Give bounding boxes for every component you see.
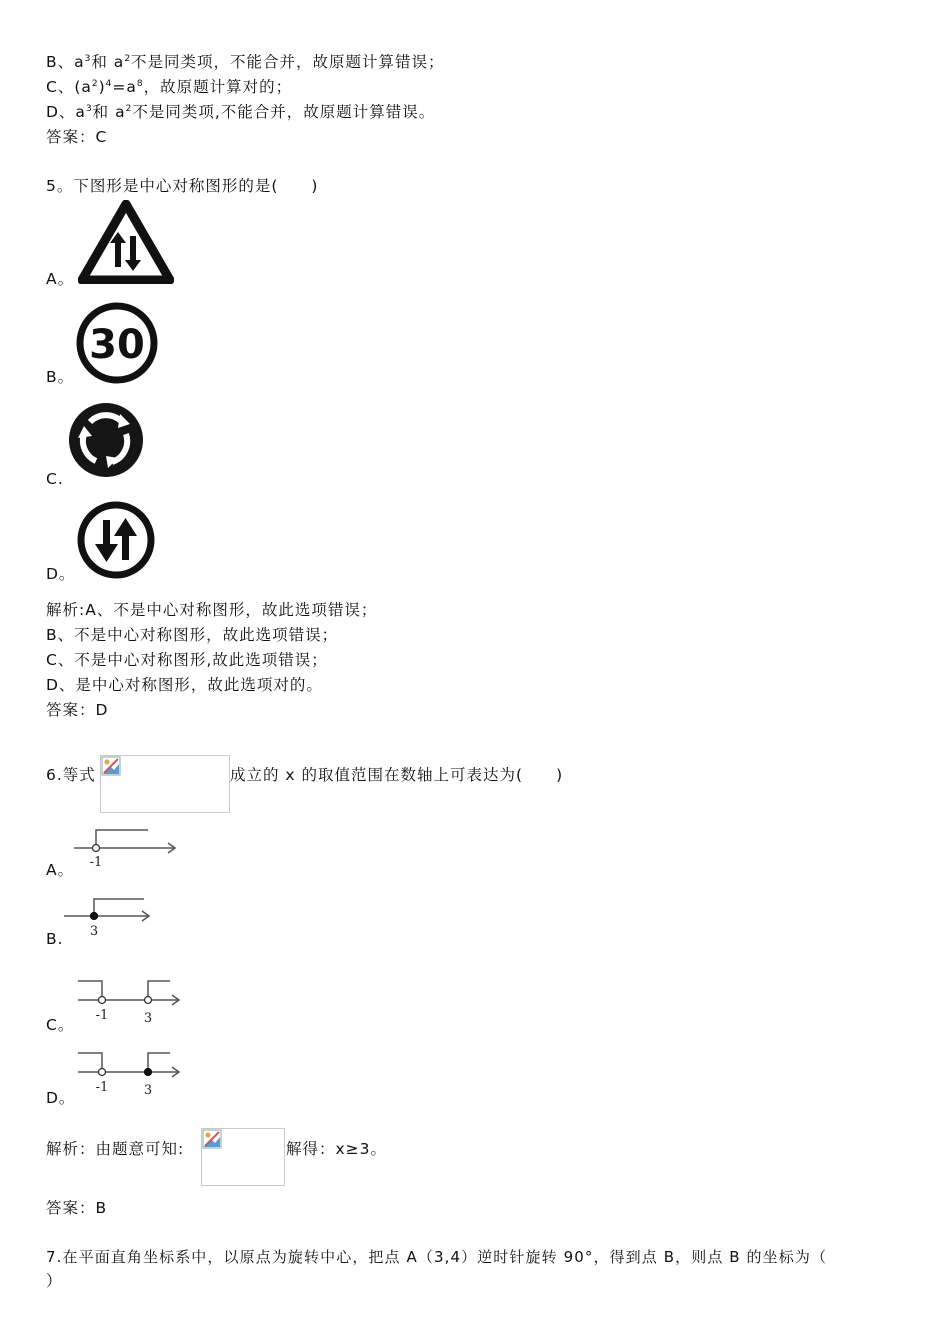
tick-label: 3 bbox=[89, 924, 99, 939]
q5-option-b-label: B。 bbox=[46, 368, 75, 386]
q6-stem-suffix: 成立的 x 的取值范围在数轴上可表达为( ) bbox=[230, 766, 564, 784]
q6-formula-image bbox=[100, 755, 230, 813]
broken-image-icon bbox=[202, 1129, 222, 1149]
q6-analysis-suffix: 解得：x≥3。 bbox=[286, 1140, 388, 1158]
number-line-option-d bbox=[74, 1048, 186, 1102]
q5-stem: 5。下图形是中心对称图形的是( ) bbox=[46, 177, 319, 195]
speed-limit-number: 30 bbox=[89, 322, 145, 368]
q4-line-d: D、$a^3$和 $a^2$不是同类项,不能合并，故原题计算错误。 bbox=[46, 103, 436, 121]
number-line-option-a bbox=[70, 826, 182, 874]
broken-image-icon bbox=[101, 756, 121, 776]
q5-option-c-label: C. bbox=[46, 470, 64, 488]
q5-analysis-line-3: C、不是中心对称图形,故此选项错误； bbox=[46, 651, 328, 669]
q6-option-c-label: C。 bbox=[46, 1016, 75, 1034]
q5-analysis-line-4: D、是中心对称图形，故此选项对的。 bbox=[46, 676, 323, 694]
q6-option-b-label: B. bbox=[46, 930, 64, 948]
q4-line-c: C、$(a^2)^4=a^8$，故原题计算对的； bbox=[46, 78, 293, 96]
roundabout-sign-icon bbox=[66, 400, 146, 484]
number-line-option-c bbox=[74, 977, 186, 1031]
tick-label: 3 bbox=[143, 1011, 153, 1026]
triangle-up-down-arrows-sign-icon bbox=[78, 200, 174, 288]
tick-label: 3 bbox=[143, 1083, 153, 1098]
tick-label: -1 bbox=[89, 855, 103, 870]
tick-label: -1 bbox=[95, 1080, 109, 1095]
circle-down-up-arrows-sign-icon bbox=[76, 500, 156, 584]
q5-option-a-label: A。 bbox=[46, 270, 75, 288]
q5-answer: 答案：D bbox=[46, 701, 109, 719]
q6-option-a-label: A。 bbox=[46, 861, 75, 879]
q6-analysis-prefix: 解析：由题意可知: bbox=[46, 1140, 185, 1158]
number-line-option-b bbox=[60, 895, 160, 943]
q5-analysis-line-1: 解析:A、不是中心对称图形，故此选项错误； bbox=[46, 601, 378, 619]
q7-stem-line-1: 7.在平面直角坐标系中，以原点为旋转中心，把点 A（3,4）逆时针旋转 90°，得到点 B，则点 B 的坐标为（ bbox=[46, 1248, 828, 1266]
q6-analysis-formula-image bbox=[201, 1128, 285, 1186]
q5-analysis-line-2: B、不是中心对称图形，故此选项错误； bbox=[46, 626, 339, 644]
q6-answer: 答案：B bbox=[46, 1199, 108, 1217]
q4-line-b: B、$a^3$和 $a^2$不是同类项，不能合并，故原题计算错误； bbox=[46, 53, 445, 71]
q5-option-d-label: D。 bbox=[46, 565, 76, 583]
q7-stem-line-2: ） bbox=[46, 1272, 63, 1290]
q4-answer: 答案：C bbox=[46, 128, 108, 146]
q6-option-d-label: D。 bbox=[46, 1089, 76, 1107]
q6-stem-prefix: 6.等式 bbox=[46, 766, 96, 784]
speed-limit-30-sign-icon bbox=[74, 302, 160, 388]
tick-label: -1 bbox=[95, 1008, 109, 1023]
